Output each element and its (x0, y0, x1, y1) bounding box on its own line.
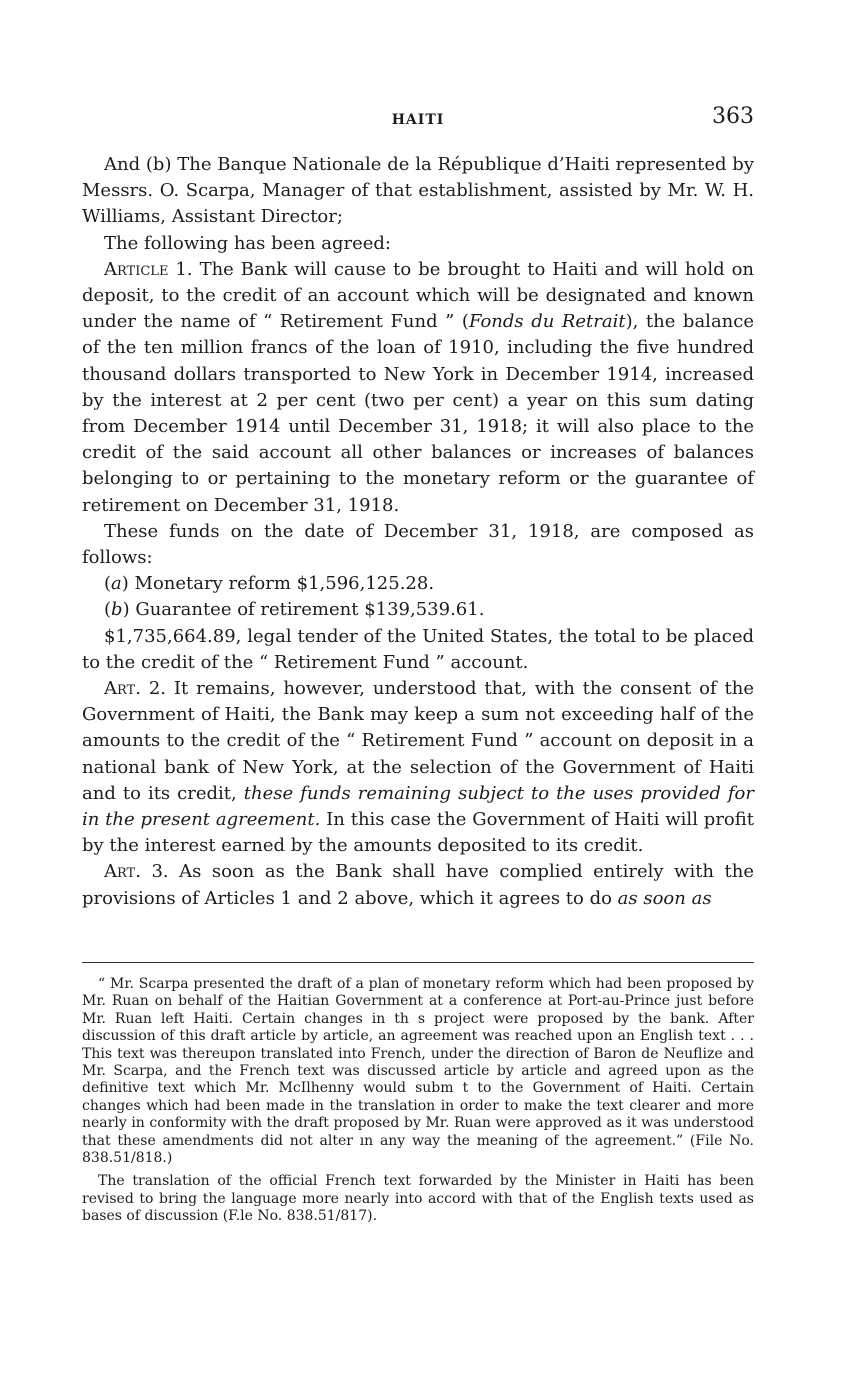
list-item-b-text: Guarantee of retirement $139,539.61. (135, 599, 485, 621)
footnote-2: The translation of the official French text forwarded by the Minister in Haiti has been revised to bring the language more nearly into accord with that of the English texts used as bases of discussion (F.le No. 838.51/817). (82, 1173, 754, 1225)
article-2-italic: these funds remaining subject to the uses provided for in the present agreement. (82, 782, 755, 831)
running-head-title: HAITI (391, 112, 445, 128)
article-1-italic: Fonds du Retrait (468, 311, 626, 333)
article-1 (82, 257, 754, 519)
paragraph-funds-composition: These funds on the date of December 31, 1918, are composed as follows: (82, 520, 754, 569)
running-head (82, 104, 754, 134)
paragraph-total: $1,735,664.89, legal tender of the United States, the total to be placed to the credit of the “ Retirement Fund ” account. (82, 625, 754, 673)
article-2-label: Art. 2. (104, 678, 167, 700)
list-item-a-letter: a (111, 573, 122, 595)
article-3 (82, 859, 754, 911)
paragraph-agreed: The following has been agreed: (104, 232, 391, 254)
page-number: 363 (712, 104, 754, 129)
article-1-label: Article 1. (104, 258, 193, 280)
footnote-divider (82, 962, 754, 963)
list-item-b-letter: b (111, 599, 123, 621)
article-1-text-b: ), the balance of the ten million francs of the loan of 1910, including the five hundred thousand dollars transported to New York in December 1914, increased by the interest at 2 per cent (two per cent) a year on this sum dating from December 1914 until December 31, 1918; it will also place to the credit of the said account all other balances or increases of balances belonging to or pertaining to the monetary reform or the guarantee of retirement on December 31, 1918. (82, 311, 754, 516)
article-1-text-a: The Bank will cause to be brought to Haiti and will hold on deposit, to the credit of an account which will be designated and known under the name of “ Retirement Fund ” ( (82, 258, 754, 333)
article-3-text: As soon as the Bank shall have complied entirely with the provisions of Articles 1 and 2 above, which it agrees to do (82, 861, 754, 909)
paragraph-parties: And (b) The Banque Nationale de la République d’Haiti represented by Messrs. O. Scarpa, Manager of that establishment, assisted by Mr. W. H. Williams, Assistant Director; (82, 154, 754, 228)
article-2-text-b: In this case the Government of Haiti will profit by the interest earned by the amounts deposited to its credit. (82, 809, 754, 857)
list-item-a: (a) Monetary reform $1,596,125.28. (104, 573, 435, 595)
footnote-1: “ Mr. Scarpa presented the draft of a plan of monetary reform which had been proposed by Mr. Ruan on behalf of the Haitian Government at a conference at Port-au-Prince just before Mr. Ruan left Haiti. Certain changes in th s project were proposed by the bank. After discussion of this draft article by article, an agreement was reached upon an English text . . . This text was thereupon translated into French, under the direction of Baron de Neuflize and Mr. Scarpa, and the French text was discussed article by article and agreed upon as the definitive text which Mr. McIlhenny would subm t to the Government of Haiti. Certain changes which had been made in the translation in order to make the text clearer and more nearly in conformity with the draft proposed by Mr. Ruan were approved as it was understood that these amendments did not alter ın any way the meaning of the agreement.” (File No. 838.51/818.) (82, 976, 754, 1167)
footnotes (82, 976, 754, 1226)
article-3-italic: as soon as (617, 887, 712, 909)
article-3-label: Art. 3. (104, 861, 169, 883)
list-item-b: (b) Guarantee of retirement $139,539.61. (104, 599, 485, 621)
article-2 (82, 676, 754, 859)
list-item-a-text: Monetary reform $1,596,125.28. (134, 573, 435, 595)
main-text (82, 152, 754, 912)
article-2-text-a: It remains, however, understood that, with the consent of the Government of Haiti, the Bank may keep a sum not exceeding half of the amounts to the credit of the “ Retirement Fund ” account on deposit in a national bank of New York, at the selection of the Government of Haiti and to its credit, (82, 678, 754, 804)
